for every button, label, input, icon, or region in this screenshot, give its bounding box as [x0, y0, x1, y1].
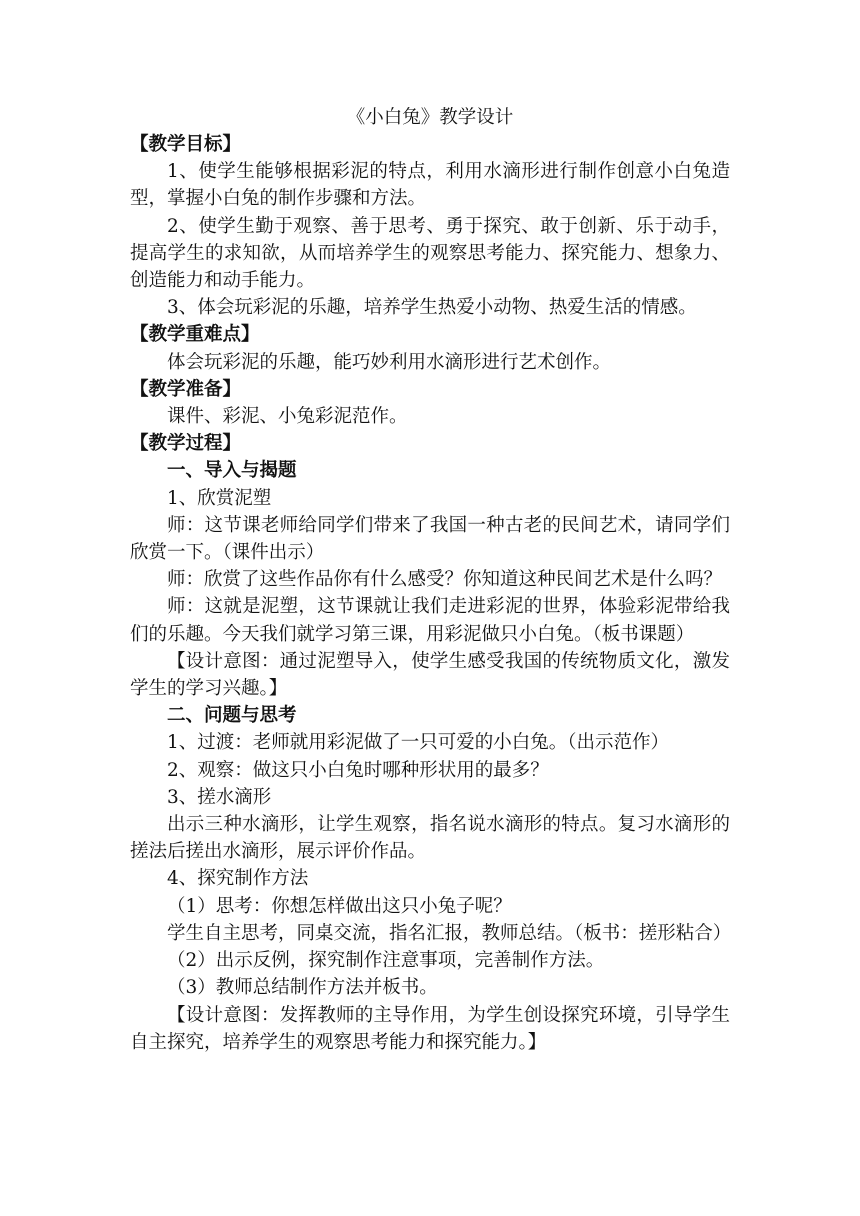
paragraph: 3、搓水滴形: [167, 786, 272, 808]
paragraph: 出示三种水滴形，让学生观察，指名说水滴形的特点。复习水滴形的搓法后搓出水滴形，展示评价作品。: [130, 814, 730, 863]
paragraph: 师：这就是泥塑，这节课就让我们走进彩泥的世界，体验彩泥带给我们的乐趣。今天我们就学习第三课，用彩泥做只小白兔。（板书课题）: [130, 596, 730, 645]
preparation-text: 课件、彩泥、小兔彩泥范作。: [167, 406, 408, 428]
design-intent-note: 【设计意图：通过泥塑导入，使学生感受我国的传统物质文化，激发学生的学习兴趣。】: [130, 650, 730, 700]
subsection-heading-intro: 一、导入与揭题: [167, 460, 297, 482]
section-heading-process: 【教学过程】: [130, 433, 242, 455]
paragraph: 2、观察：做这只小白兔时哪种形状用的最多？: [167, 759, 549, 781]
section-heading-key-points: 【教学重难点】: [130, 324, 260, 346]
key-points-text: 体会玩彩泥的乐趣，能巧妙利用水滴形进行艺术创作。: [167, 351, 612, 373]
paragraph: 4、探究制作方法: [167, 868, 309, 890]
goal-item: 1、使学生能够根据彩泥的特点，利用水滴形进行制作创意小白兔造型，掌握小白兔的制作步骤和方法。: [130, 161, 730, 210]
paragraph: 学生自主思考，同桌交流，指名汇报，教师总结。（板书：搓形粘合）: [167, 922, 732, 944]
paragraph: （2）出示反例，探究制作注意事项，完善制作方法。: [167, 950, 605, 972]
section-heading-goals: 【教学目标】: [130, 134, 242, 155]
paragraph: 师：欣赏了这些作品你有什么感受？你知道这种民间艺术是什么吗？: [167, 569, 723, 591]
paragraph: 1、欣赏泥塑: [167, 487, 272, 509]
document-title: 《小白兔》教学设计: [346, 107, 514, 128]
goal-item: 3、体会玩彩泥的乐趣，培养学生热爱小动物、热爱生活的情感。: [167, 297, 697, 319]
subsection-heading-questions: 二、问题与思考: [167, 705, 297, 727]
document-body: [130, 104, 730, 1056]
paragraph: （3）教师总结制作方法并板书。: [167, 977, 438, 999]
paragraph: （1）思考：你想怎样做出这只小兔子呢？: [167, 895, 512, 917]
design-intent-note: 【设计意图：发挥教师的主导作用，为学生创设探究环境，引导学生自主探究，培养学生的观察思考能力和探究能力。】: [130, 1004, 730, 1053]
paragraph: 1、过渡：老师就用彩泥做了一只可爱的小白兔。（出示范作）: [167, 732, 670, 754]
section-heading-preparation: 【教学准备】: [130, 378, 242, 400]
goal-item: 2、使学生勤于观察、善于思考、勇于探究、敢于创新、乐于动手，提高学生的求知欲，从而培养学生的观察思考能力、探究能力、想象力、创造能力和动手能力。: [130, 215, 730, 292]
paragraph: 师：这节课老师给同学们带来了我国一种古老的民间艺术，请同学们欣赏一下。（课件出示）: [130, 514, 730, 564]
